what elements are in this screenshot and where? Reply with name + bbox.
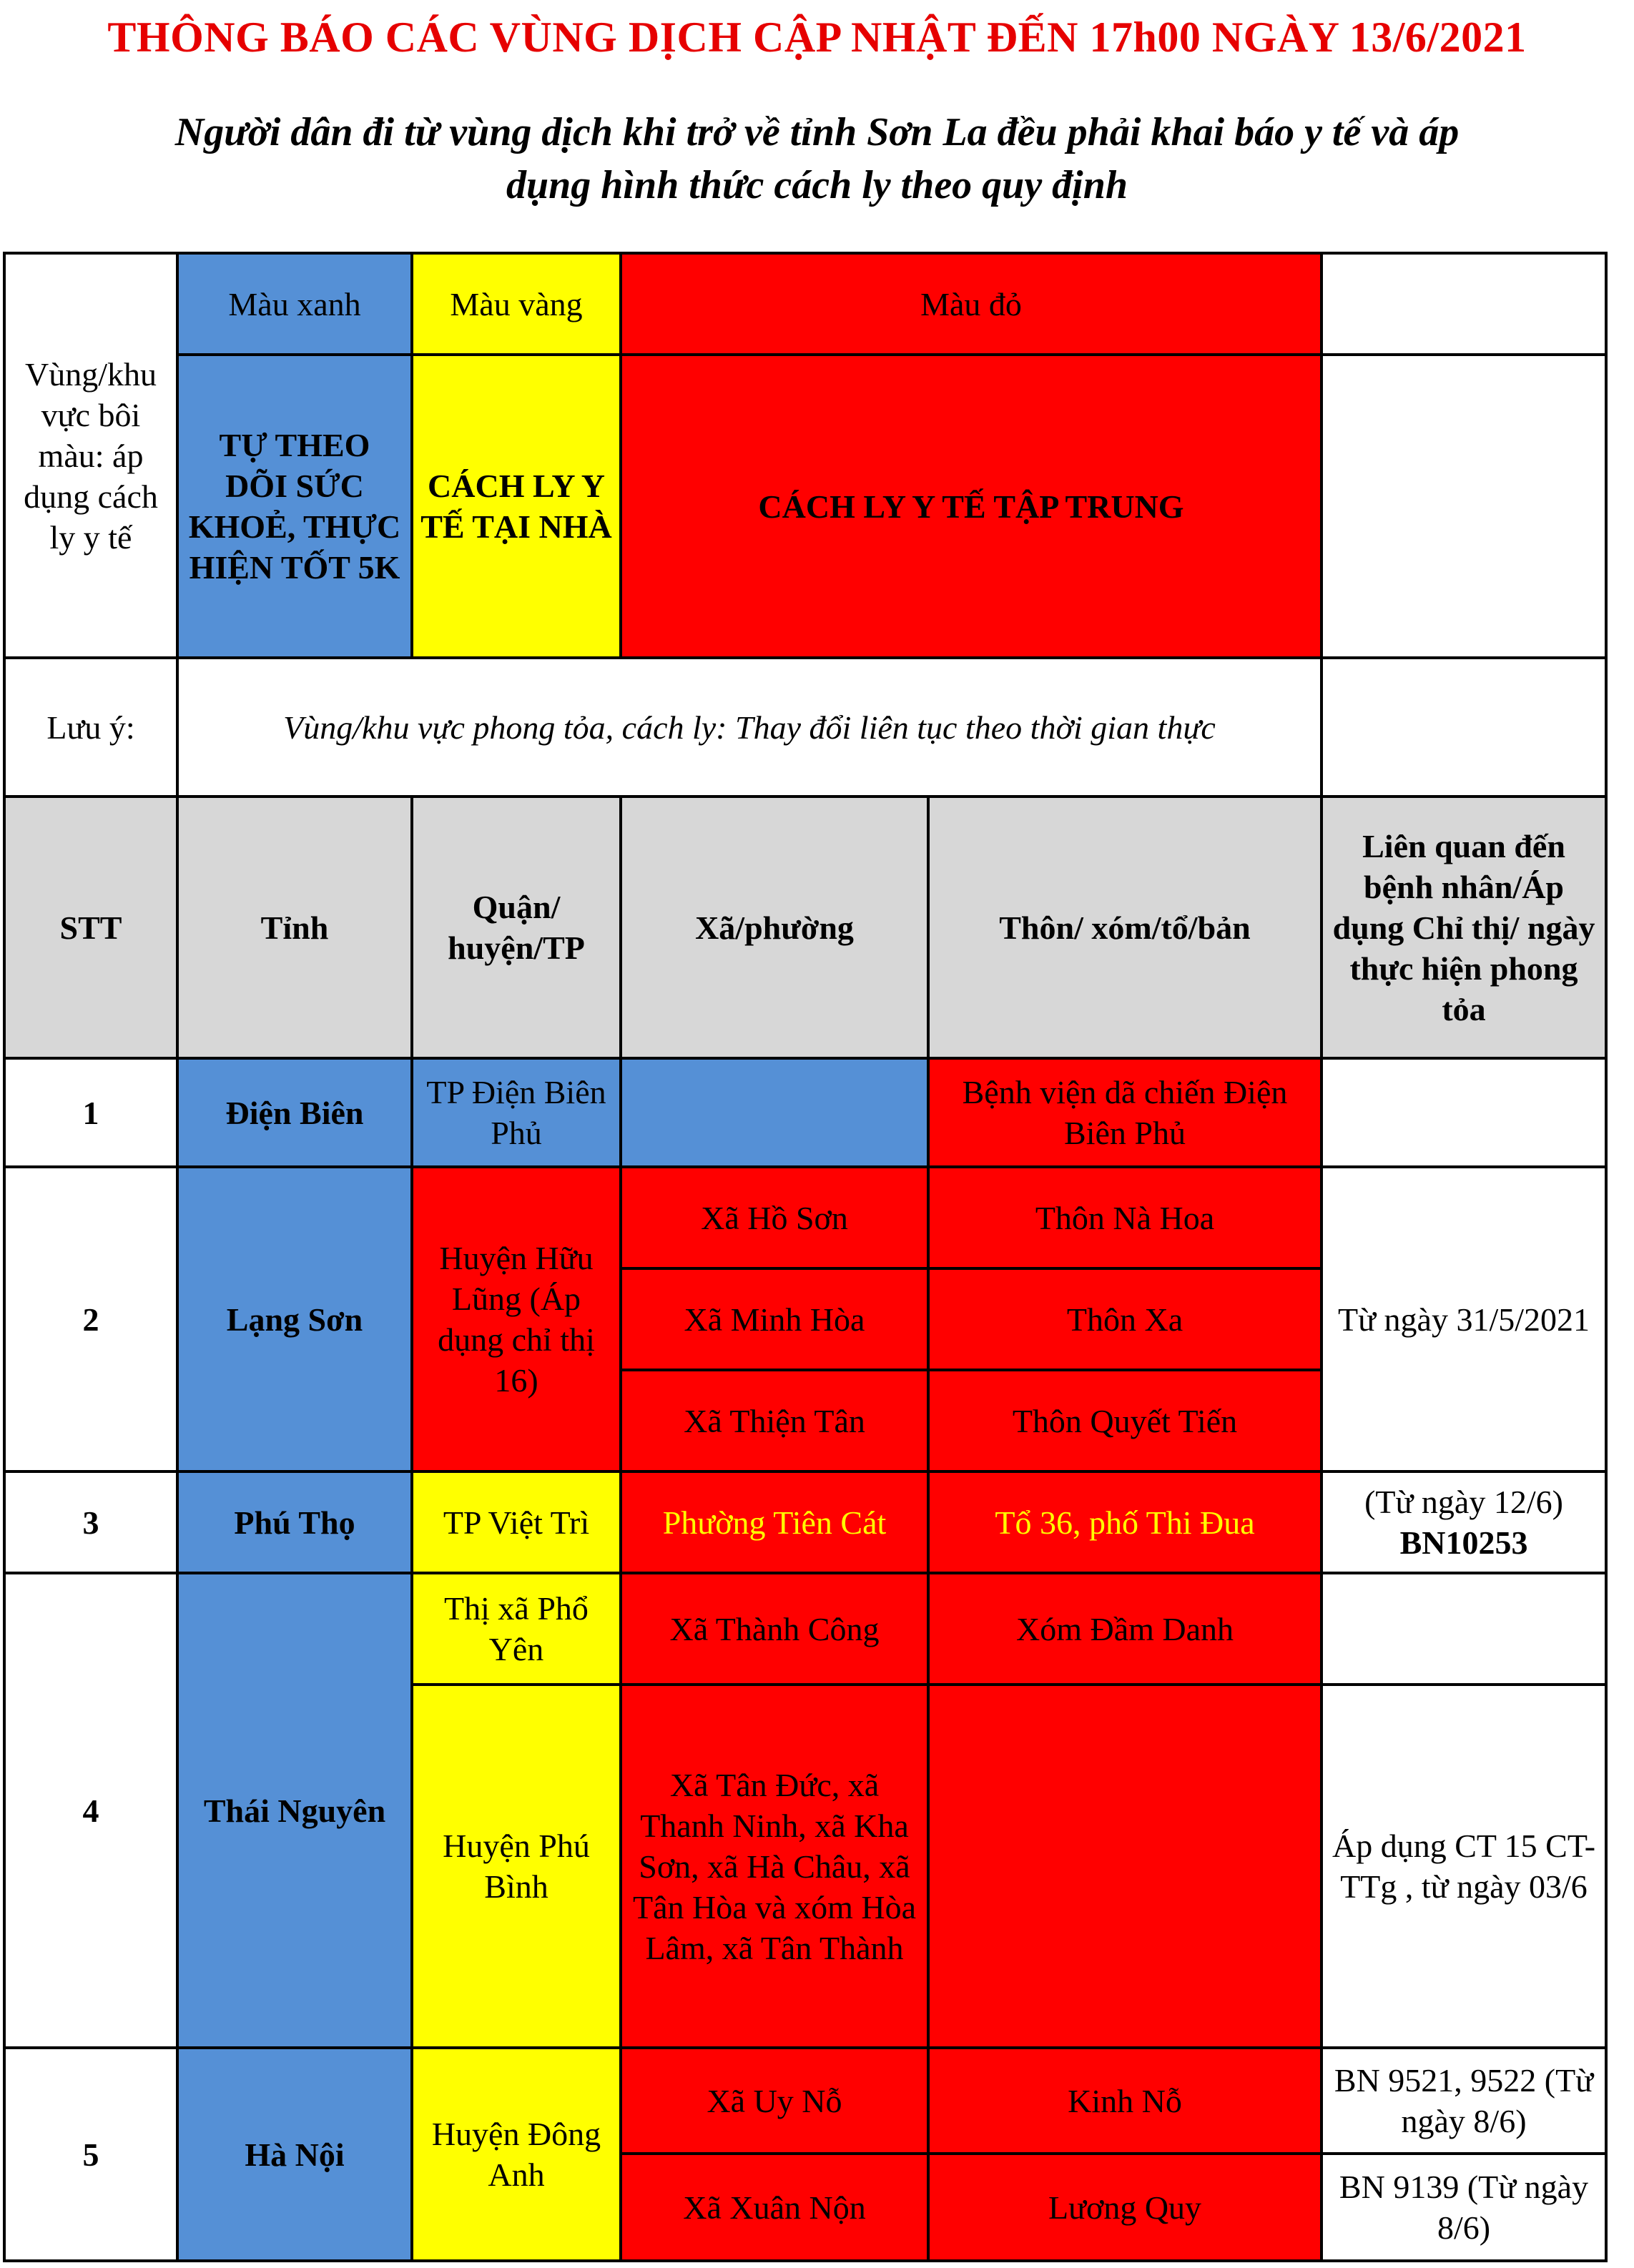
row-related bbox=[1322, 1058, 1606, 1167]
legend-yellow-rule: CÁCH LY Y TẾ TẠI NHÀ bbox=[412, 355, 621, 658]
subtitle-line-2: dụng hình thức cách ly theo quy định bbox=[506, 163, 1128, 207]
row-district: Huyện Đông Anh bbox=[412, 2048, 621, 2261]
row-related: Áp dụng CT 15 CT-TTg , từ ngày 03/6 bbox=[1322, 1685, 1606, 2048]
column-header-district: Quận/ huyện/TP bbox=[412, 797, 621, 1058]
column-header-stt: STT bbox=[4, 797, 177, 1058]
legend-green-name: Màu xanh bbox=[177, 253, 412, 355]
note-empty-cell bbox=[1322, 658, 1606, 797]
row-village: Lương Quy bbox=[928, 2154, 1322, 2261]
row-village bbox=[928, 1685, 1322, 2048]
row-district: Thị xã Phổ Yên bbox=[412, 1573, 621, 1685]
row-district: TP Điện Biên Phủ bbox=[412, 1058, 621, 1167]
page-subtitle bbox=[72, 106, 1562, 212]
legend-yellow-name: Màu vàng bbox=[412, 253, 621, 355]
row-province: Thái Nguyên bbox=[177, 1573, 412, 2048]
row-village: Kinh Nỗ bbox=[928, 2048, 1322, 2154]
row-stt: 3 bbox=[4, 1471, 177, 1573]
legend-rule-row bbox=[4, 355, 1606, 658]
row-district: TP Việt Trì bbox=[412, 1471, 621, 1573]
row-village: Bệnh viện dã chiến Điện Biên Phủ bbox=[928, 1058, 1322, 1167]
row-district: Huyện Phú Bình bbox=[412, 1685, 621, 2048]
page-title: THÔNG BÁO CÁC VÙNG DỊCH CẬP NHẬT ĐẾN 17h00 NGÀY 13/6/2021 bbox=[107, 14, 1527, 61]
note-text: Vùng/khu vực phong tỏa, cách ly: Thay đổi liên tục theo thời gian thực bbox=[177, 658, 1322, 797]
row-commune: Xã Hồ Sơn bbox=[621, 1167, 928, 1268]
column-header-row bbox=[4, 797, 1606, 1058]
column-header-related: Liên quan đến bệnh nhân/Áp dụng Chỉ thị/ ngày thực hiện phong tỏa bbox=[1322, 797, 1606, 1058]
row-stt: 5 bbox=[4, 2048, 177, 2261]
column-header-commune: Xã/phường bbox=[621, 797, 928, 1058]
legend-empty-cell bbox=[1322, 253, 1606, 355]
epidemic-zones-table bbox=[3, 252, 1608, 2262]
row-village: Thôn Quyết Tiến bbox=[928, 1370, 1322, 1471]
row-related: BN 9521, 9522 (Từ ngày 8/6) bbox=[1322, 2048, 1606, 2154]
row-commune bbox=[621, 1058, 928, 1167]
row-stt: 1 bbox=[4, 1058, 177, 1167]
row-commune: Xã Tân Đức, xã Thanh Ninh, xã Kha Sơn, xã Hà Châu, xã Tân Hòa và xóm Hòa Lâm, xã Tân Thành bbox=[621, 1685, 928, 2048]
row-related-text: (Từ ngày 12/6) bbox=[1364, 1484, 1563, 1520]
row-village: Xóm Đầm Danh bbox=[928, 1573, 1322, 1685]
row-village: Thôn Xa bbox=[928, 1268, 1322, 1370]
table-row bbox=[4, 1573, 1606, 1685]
legend-color-row bbox=[4, 253, 1606, 355]
row-district: Huyện Hữu Lũng (Áp dụng chỉ thị 16) bbox=[412, 1167, 621, 1471]
row-province: Điện Biên bbox=[177, 1058, 412, 1167]
column-header-village: Thôn/ xóm/tổ/bản bbox=[928, 797, 1322, 1058]
table-row bbox=[4, 1058, 1606, 1167]
row-commune: Xã Uy Nỗ bbox=[621, 2048, 928, 2154]
row-related: Từ ngày 31/5/2021 bbox=[1322, 1167, 1606, 1471]
row-province: Phú Thọ bbox=[177, 1471, 412, 1573]
legend-red-rule: CÁCH LY Y TẾ TẬP TRUNG bbox=[621, 355, 1322, 658]
table-row bbox=[4, 1167, 1606, 1268]
table-row bbox=[4, 2048, 1606, 2154]
row-village: Tổ 36, phố Thi Đua bbox=[928, 1471, 1322, 1573]
subtitle-line-1: Người dân đi từ vùng dịch khi trở về tỉnh Sơn La đều phải khai báo y tế và áp bbox=[174, 110, 1460, 154]
legend-label: Vùng/khu vực bôi màu: áp dụng cách ly y tế bbox=[4, 253, 177, 658]
legend-empty-cell bbox=[1322, 355, 1606, 658]
row-stt: 2 bbox=[4, 1167, 177, 1471]
patient-code: BN10253 bbox=[1399, 1524, 1528, 1561]
legend-red-name: Màu đỏ bbox=[621, 253, 1322, 355]
row-province: Lạng Sơn bbox=[177, 1167, 412, 1471]
column-header-province: Tỉnh bbox=[177, 797, 412, 1058]
row-commune: Xã Xuân Nộn bbox=[621, 2154, 928, 2261]
row-province: Hà Nội bbox=[177, 2048, 412, 2261]
table-row bbox=[4, 1471, 1606, 1573]
row-related: BN 9139 (Từ ngày 8/6) bbox=[1322, 2154, 1606, 2261]
row-commune: Xã Thành Công bbox=[621, 1573, 928, 1685]
row-related bbox=[1322, 1573, 1606, 1685]
row-commune: Phường Tiên Cát bbox=[621, 1471, 928, 1573]
row-village: Thôn Nà Hoa bbox=[928, 1167, 1322, 1268]
row-commune: Xã Thiện Tân bbox=[621, 1370, 928, 1471]
note-label: Lưu ý: bbox=[4, 658, 177, 797]
row-related bbox=[1322, 1471, 1606, 1573]
note-row bbox=[4, 658, 1606, 797]
row-commune: Xã Minh Hòa bbox=[621, 1268, 928, 1370]
legend-green-rule: TỰ THEO DÕI SỨC KHOẺ, THỰC HIỆN TỐT 5K bbox=[177, 355, 412, 658]
row-stt: 4 bbox=[4, 1573, 177, 2048]
